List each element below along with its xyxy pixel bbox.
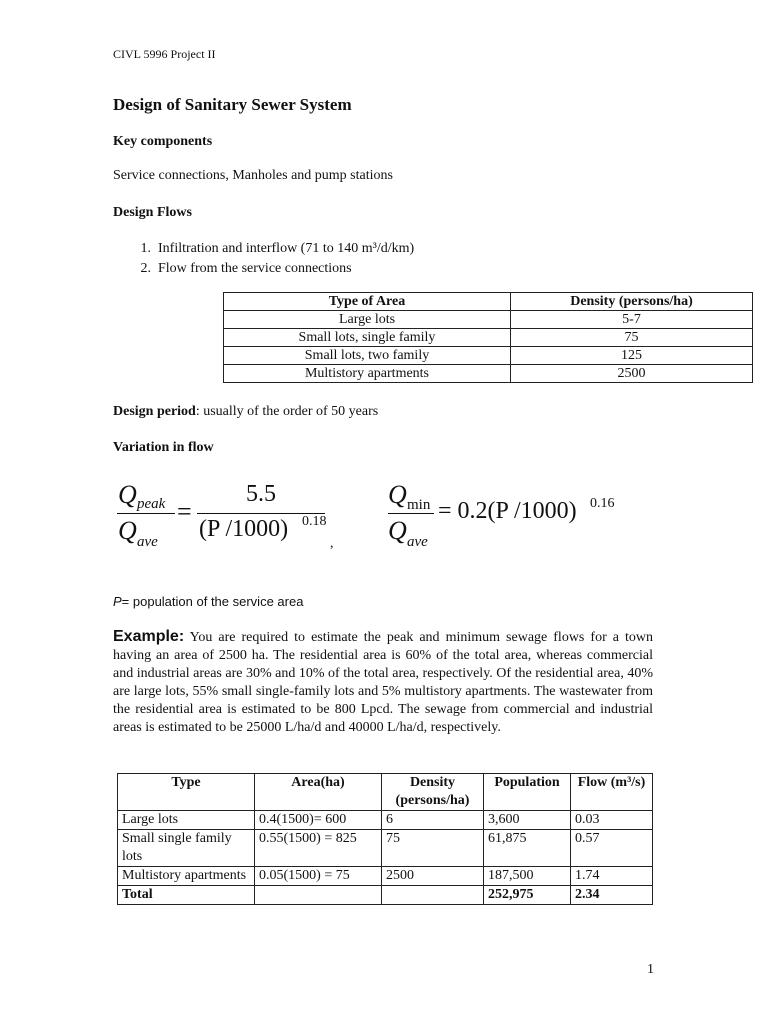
variation-heading: Variation in flow	[113, 440, 214, 455]
table-cell: Small lots, two family	[224, 347, 511, 365]
rhs-expression: = 0.2(P /1000)	[438, 498, 577, 524]
table-header-row	[224, 293, 753, 311]
design-flows-list	[113, 239, 414, 279]
table-row	[118, 830, 653, 867]
table-cell: 6	[382, 811, 484, 830]
fraction-bar	[117, 513, 175, 514]
table-cell: Large lots	[118, 811, 255, 830]
peak-flow-formula	[113, 476, 353, 556]
page-title: Design of Sanitary Sewer System	[113, 95, 352, 114]
page-number: 1	[647, 962, 654, 977]
table-cell: Large lots	[224, 311, 511, 329]
q-symbol: Q	[388, 516, 407, 545]
key-components-text: Service connections, Manholes and pump stations	[113, 168, 393, 183]
table-row	[118, 867, 653, 886]
table-row	[224, 329, 753, 347]
table-cell: 75	[382, 830, 484, 867]
denominator: (P /1000)	[199, 516, 289, 542]
table-row	[224, 311, 753, 329]
list-number: 1.	[140, 241, 151, 256]
table-cell: Total	[118, 886, 255, 905]
table-cell: 0.4(1500)= 600	[255, 811, 382, 830]
q-symbol: Q	[118, 480, 137, 509]
q-symbol: Q	[388, 480, 407, 509]
table-row	[118, 811, 653, 830]
key-components-heading: Key components	[113, 134, 213, 149]
table-header-cell: Population	[484, 774, 571, 811]
table-cell	[382, 886, 484, 905]
ave-subscript: ave	[407, 534, 428, 550]
flow-calculation-table	[117, 773, 653, 905]
table-cell: 0.05(1500) = 75	[255, 867, 382, 886]
table-cell: Multistory apartments	[118, 867, 255, 886]
p-definition	[113, 594, 303, 609]
list-number: 2.	[140, 261, 151, 276]
table-row	[224, 347, 753, 365]
table-cell: 1.74	[571, 867, 653, 886]
table-cell: Small single family lots	[118, 830, 255, 867]
table-cell: 61,875	[484, 830, 571, 867]
design-period-text: : usually of the order of 50 years	[195, 404, 379, 419]
list-text: Flow from the service connections	[158, 261, 352, 276]
table-cell: 2500	[511, 365, 753, 383]
table-cell	[255, 886, 382, 905]
ave-subscript: ave	[137, 534, 158, 550]
numerator: 5.5	[246, 481, 276, 507]
table-header-cell: Density (persons/ha)	[382, 774, 484, 811]
table-cell: 75	[511, 329, 753, 347]
list-item	[113, 239, 414, 259]
density-table	[223, 292, 753, 383]
table-header-row	[118, 774, 653, 811]
table-cell: 125	[511, 347, 753, 365]
table-cell: Multistory apartments	[224, 365, 511, 383]
table-header-cell: Type of Area	[224, 293, 511, 311]
table-cell: 2500	[382, 867, 484, 886]
p-symbol: P	[113, 594, 122, 609]
table-cell: 2.34	[571, 886, 653, 905]
peak-subscript: peak	[137, 496, 166, 512]
min-subscript: min	[407, 497, 431, 513]
table-cell: 5-7	[511, 311, 753, 329]
equals-sign: =	[177, 497, 192, 526]
table-header-cell: Density (persons/ha)	[511, 293, 753, 311]
table-cell: 252,975	[484, 886, 571, 905]
table-total-row	[118, 886, 653, 905]
example-label: Example:	[113, 628, 185, 645]
fraction-bar	[388, 513, 434, 514]
design-period	[113, 404, 378, 420]
exponent: 0.18	[302, 514, 327, 529]
p-definition-text: = population of the service area	[121, 594, 304, 609]
list-text: Infiltration and interflow (71 to 140 m³/d/km)	[158, 241, 415, 256]
min-flow-formula	[386, 476, 636, 556]
design-flows-heading: Design Flows	[113, 205, 192, 220]
separator-comma: ,	[330, 536, 334, 551]
table-row	[224, 365, 753, 383]
table-cell: 0.57	[571, 830, 653, 867]
page-header: CIVL 5996 Project II	[113, 47, 216, 61]
table-header-cell: Type	[118, 774, 255, 811]
example-paragraph	[113, 628, 653, 737]
table-cell: 0.55(1500) = 825	[255, 830, 382, 867]
table-cell: Small lots, single family	[224, 329, 511, 347]
table-cell: 187,500	[484, 867, 571, 886]
q-symbol: Q	[118, 516, 137, 545]
table-header-cell: Flow (m³/s)	[571, 774, 653, 811]
example-text: You are required to estimate the peak and minimum sewage flows for a town having an area of 2500 ha. The residential area is 60% of the total area, whereas commercial and industrial areas are 30% and 10% of the total area, respectively. Of the residential area, 40% are large lots, 55% small single-family lots and 5% multistory apartments. The wastewater from the residential area is estimated to be 800 Lpcd. The sewage from commercial and industrial areas is estimated to be 25000 L/ha/d and 40000 L/ha/d, respectively.	[113, 630, 653, 735]
table-cell: 3,600	[484, 811, 571, 830]
table-header-cell: Area(ha)	[255, 774, 382, 811]
list-item	[113, 259, 414, 279]
design-period-label: Design period	[113, 404, 196, 419]
exponent: 0.16	[590, 496, 615, 511]
table-cell: 0.03	[571, 811, 653, 830]
